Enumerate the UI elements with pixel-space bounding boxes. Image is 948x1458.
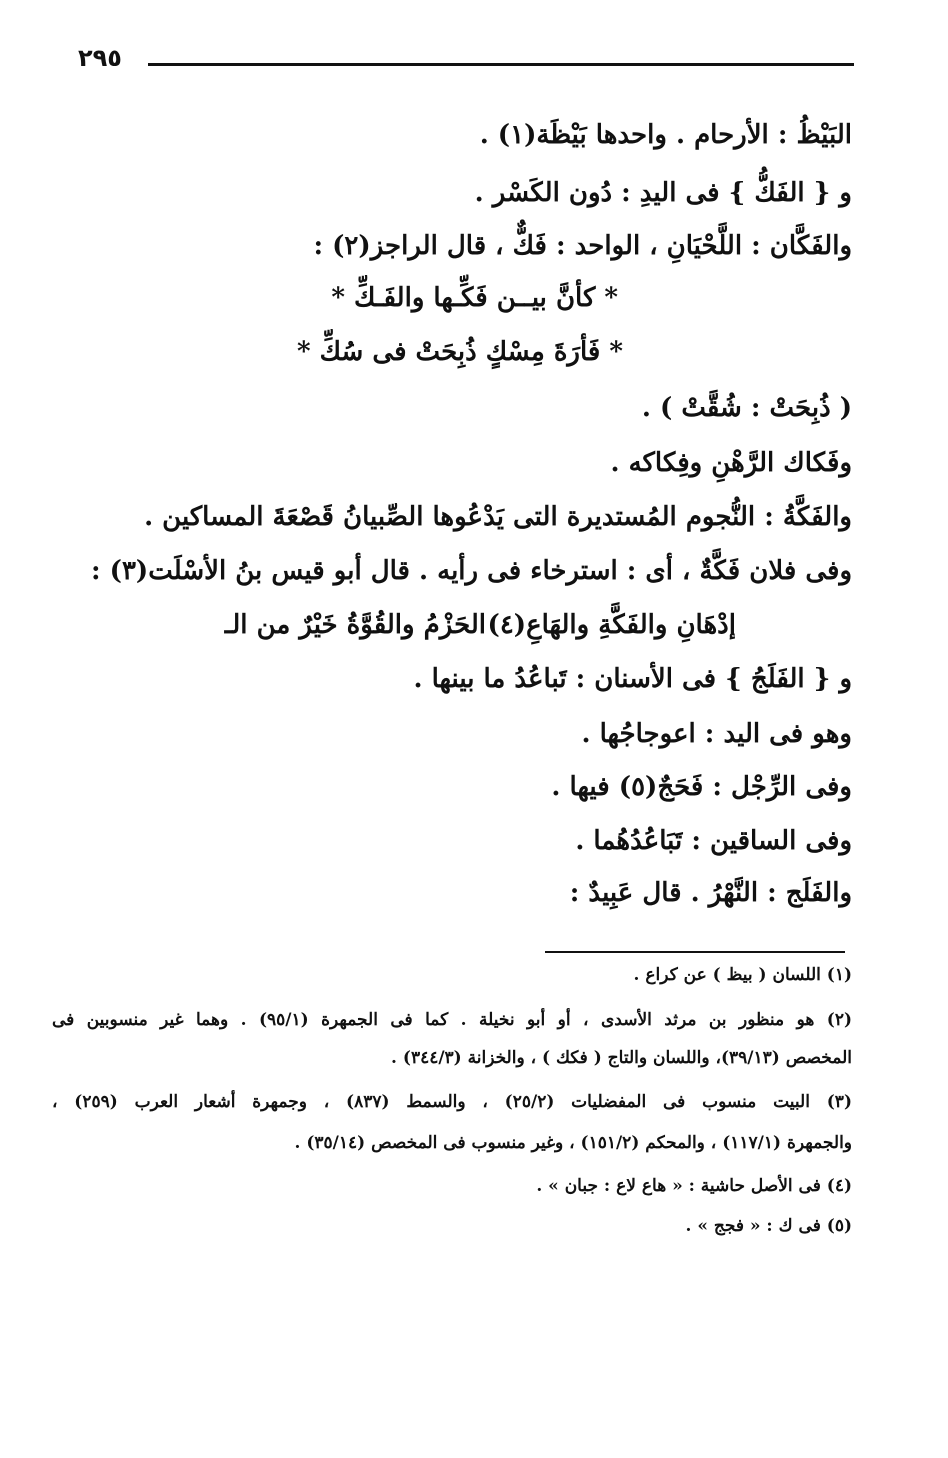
body-line: والفَكَّان : اللَّحْيَانِ ، الواحد : فَكٌّ ، قال الراجز(٢) : <box>313 231 852 261</box>
body-line: البَيْظُ : الأرحام . واحدها بَيْظَة(١) . <box>479 120 852 150</box>
body-line: والفَكَّةُ : النُّجوم المُستديرة التى يَدْعُوها الصِّبيانُ قَصْعَةَ المساكين . <box>144 502 852 532</box>
page-number: ٢٩٥ <box>78 44 122 72</box>
footnote-line: والجمهرة (١١٧/١) ، والمحكم (١٥١/٢) ، وغير منسوب فى المخصص (٣٥/١٤) . <box>294 1133 852 1153</box>
poem-line: * فَأرَةَ مِسْكٍ ذُبِحَتْ فى سُكِّ * <box>297 337 623 367</box>
body-line: وفى الساقين : تَبَاعُدُهُما . <box>575 826 852 856</box>
body-line: وفَكاك الرَّهْنِ وفِكاكه . <box>610 448 852 478</box>
verse-first-half: الحَزْمُ والقُوَّةُ خَيْرٌ من الـ <box>224 610 486 640</box>
footnote-line: المخصص (٣٩/١٣)، واللسان والتاج ( فكك ) ، والخزانة (٣٤٤/٣) . <box>391 1048 852 1068</box>
body-line: وهو فى اليد : اعوجاجُها . <box>581 719 852 749</box>
poem-line: * كأنَّ بيــن فَكِّـها والفَـكِّ * <box>331 283 618 313</box>
body-line: و { الفَكُّ } فى اليدِ : دُون الكَسْر . <box>474 178 852 208</box>
body-line: ( ذُبِحَتْ : شُقَّتْ ) . <box>641 393 852 423</box>
body-line: وفى فلان فَكَّةٌ ، أى : استرخاء فى رأيه . قال أبو قيس بنُ الأسْلَت(٣) : <box>90 556 852 586</box>
footnote-line: (٣) البيت منسوب فى المفضليات (٢٥/٢) ، والسمط (٨٣٧) ، وجمهرة أشعار العرب (٢٥٩) ، <box>52 1092 852 1112</box>
header-rule <box>148 63 854 66</box>
footnote-line: (١) اللسان ( بيظ ) عن كراع . <box>633 965 852 985</box>
footnote-line: (٥) فى ك : « فجج » . <box>685 1216 852 1236</box>
body-line: وفى الرِّجْل : فَحَجٌ(٥) فيها . <box>551 772 852 802</box>
body-line: و { الفَلَجُ } فى الأسنان : تَباعُدُ ما بينها . <box>413 664 852 694</box>
verse-second-half: إدْهَانِ والفَكَّةِ والهَاعِ(٤) <box>487 610 736 640</box>
footnote-line: (٢) هو منظور بن مرثد الأسدى ، أو أبو نخيلة . كما فى الجمهرة (٩٥/١) . وهما غير منسوبين فى <box>52 1010 853 1030</box>
footnote-line: (٤) فى الأصل حاشية : « هاع لاع : جبان » . <box>536 1176 852 1196</box>
body-line: والفَلَج : النَّهْرُ . قال عَبِيدٌ : <box>569 878 852 908</box>
footnote-rule <box>545 951 845 953</box>
